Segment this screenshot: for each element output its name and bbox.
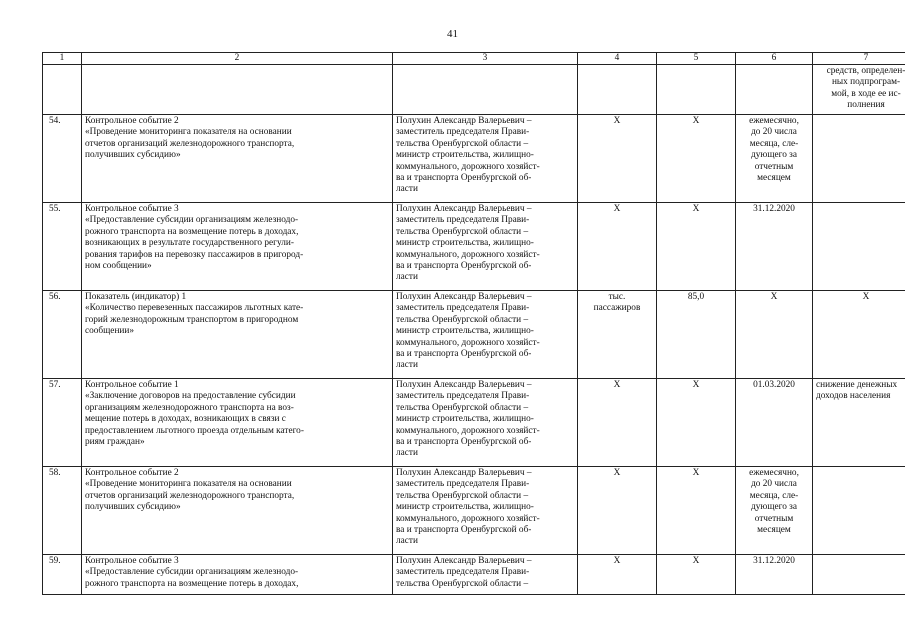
cell-empty <box>736 65 813 115</box>
cell-responsible: Полухин Александр Валерьевич – заместитель председателя Прави- тельства Оренбургской области – министр строительства, жилищно- коммунального, дорожного хозяйст- ва и транспорта Оренбургской об- ласти <box>393 379 578 467</box>
cell-responsible: Полухин Александр Валерьевич – заместитель председателя Прави- тельства Оренбургской области – министр строительства, жилищно- коммунального, дорожного хозяйст- ва и транспорта Оренбургской об- ласти <box>393 291 578 379</box>
table-row <box>43 115 905 203</box>
cell-responsible: Полухин Александр Валерьевич – заместитель председателя Прави- тельства Оренбургской области – <box>393 555 578 595</box>
cell-value: Х <box>657 379 736 467</box>
cell-row-number: 55. <box>43 203 82 291</box>
cell-unit: Х <box>578 115 657 203</box>
cell-row-number: 56. <box>43 291 82 379</box>
cell-value: Х <box>657 555 736 595</box>
column-header: 7 <box>813 53 905 65</box>
events-table <box>42 52 905 595</box>
cell-unit: Х <box>578 467 657 555</box>
cell-empty <box>578 65 657 115</box>
cell-empty <box>657 65 736 115</box>
cell-note: средств, определен- ных подпрограм- мой, в ходе ее ис- полнения <box>813 65 905 115</box>
cell-unit: Х <box>578 203 657 291</box>
column-header: 4 <box>578 53 657 65</box>
cell-responsible: Полухин Александр Валерьевич – заместитель председателя Прави- тельства Оренбургской области – министр строительства, жилищно- коммунального, дорожного хозяйст- ва и транспорта Оренбургской об- ласти <box>393 203 578 291</box>
cell-empty <box>82 65 393 115</box>
header-row <box>43 53 905 65</box>
table-row <box>43 467 905 555</box>
cell-unit: Х <box>578 555 657 595</box>
cell-note <box>813 467 905 555</box>
cell-note <box>813 555 905 595</box>
cell-note: снижение денежных доходов населения <box>813 379 905 467</box>
cell-responsible: Полухин Александр Валерьевич – заместитель председателя Прави- тельства Оренбургской области – министр строительства, жилищно- коммунального, дорожного хозяйст- ва и транспорта Оренбургской об- ласти <box>393 467 578 555</box>
cell-date: 31.12.2020 <box>736 555 813 595</box>
cell-note <box>813 203 905 291</box>
table-row <box>43 291 905 379</box>
table-row <box>43 379 905 467</box>
cell-unit: Х <box>578 379 657 467</box>
cell-note <box>813 115 905 203</box>
cell-event: Показатель (индикатор) 1 «Количество перевезенных пассажиров льготных кате- горий железнодорожным транспортом в пригородном сообщении» <box>82 291 393 379</box>
cell-event: Контрольное событие 2 «Проведение мониторинга показателя на основании отчетов организаций железнодорожного транспорта, получивших субсидию» <box>82 115 393 203</box>
cell-responsible: Полухин Александр Валерьевич – заместитель председателя Прави- тельства Оренбургской области – министр строительства, жилищно- коммунального, дорожного хозяйст- ва и транспорта Оренбургской об- ласти <box>393 115 578 203</box>
cell-row-number: 54. <box>43 115 82 203</box>
cell-value: Х <box>657 203 736 291</box>
cell-row-number: 58. <box>43 467 82 555</box>
cell-value: Х <box>657 115 736 203</box>
cell-event: Контрольное событие 3 «Предоставление субсидии организациям железнодо- рожного транспорта на возмещение потерь в доходах, возникающих в результате государственного регули- рования тарифов на перевозку пассажиров в пригород- ном сообщении» <box>82 203 393 291</box>
column-header: 3 <box>393 53 578 65</box>
column-header: 6 <box>736 53 813 65</box>
cell-date: 01.03.2020 <box>736 379 813 467</box>
table-row <box>43 555 905 595</box>
cell-date: 31.12.2020 <box>736 203 813 291</box>
cell-date: ежемесячно, до 20 числа месяца, сле- дующего за отчетным месяцем <box>736 115 813 203</box>
table-row <box>43 203 905 291</box>
cell-unit: тыс. пассажиров <box>578 291 657 379</box>
page-number: 41 <box>447 28 458 40</box>
column-header: 5 <box>657 53 736 65</box>
cell-empty <box>43 65 82 115</box>
cell-row-number: 57. <box>43 379 82 467</box>
column-header: 2 <box>82 53 393 65</box>
cell-value: 85,0 <box>657 291 736 379</box>
cell-value: Х <box>657 467 736 555</box>
cell-row-number: 59. <box>43 555 82 595</box>
cell-event: Контрольное событие 2 «Проведение мониторинга показателя на основании отчетов организаций железнодорожного транспорта, получивших субсидию» <box>82 467 393 555</box>
cell-date: ежемесячно, до 20 числа месяца, сле- дующего за отчетным месяцем <box>736 467 813 555</box>
cell-event: Контрольное событие 1 «Заключение договоров на предоставление субсидии организациям железнодорожного транспорта на воз- мещение потерь в доходах, возникающих в связи с предоставлением льготного проезда отдельным катего- риям граждан» <box>82 379 393 467</box>
column-header: 1 <box>43 53 82 65</box>
cell-empty <box>393 65 578 115</box>
continuation-row <box>43 65 905 115</box>
cell-date: Х <box>736 291 813 379</box>
cell-note: Х <box>813 291 905 379</box>
cell-event: Контрольное событие 3 «Предоставление субсидии организациям железнодо- рожного транспорта на возмещение потерь в доходах, <box>82 555 393 595</box>
